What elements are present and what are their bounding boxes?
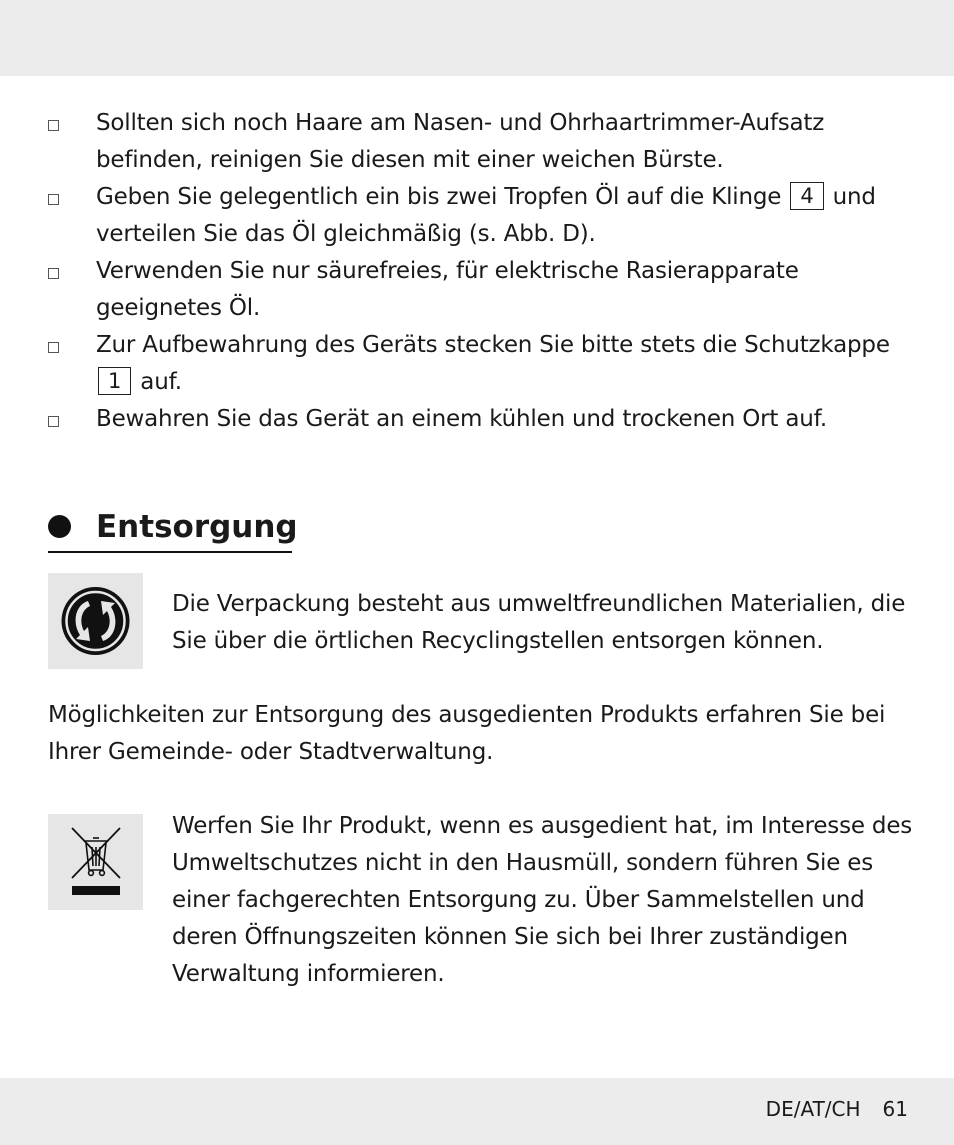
list-item-text: Sollten sich noch Haare am Nasen- und Ohrhaartrimmer-Aufsatz befinden, reinigen Sie diesen mit einer weichen Bürste. bbox=[96, 110, 825, 173]
checkbox-bullet-icon bbox=[48, 120, 59, 131]
part-reference-number: 4 bbox=[790, 182, 823, 210]
list-item-text: auf. bbox=[140, 369, 182, 395]
checkbox-bullet-icon bbox=[48, 342, 59, 353]
list-item-text: Verwenden Sie nur säurefreies, für elektrische Rasierapparate geeignetes Öl. bbox=[96, 258, 799, 321]
care-steps-list bbox=[0, 105, 954, 438]
weee-disposal-text: Werfen Sie Ihr Produkt, wenn es ausgedient hat, im Interesse des Umweltschutzes nicht in den Hausmüll, sondern führen Sie es einer fachgerechten Entsorgung zu. Über Sammelstellen und deren Öffnungszeiten können Sie sich bei Ihrer zuständigen Verwaltung informieren. bbox=[172, 813, 913, 987]
page-footer bbox=[766, 1097, 908, 1121]
disposal-options-text: Möglichkeiten zur Entsorgung des ausgedienten Produkts erfahren Sie bei Ihrer Gemeinde- oder Stadtverwaltung. bbox=[48, 702, 886, 765]
page-number: 61 bbox=[882, 1097, 908, 1121]
part-reference-number: 1 bbox=[98, 367, 131, 395]
list-item-text: und verteilen Sie das Öl gleichmäßig (s. Abb. D). bbox=[96, 184, 876, 247]
heading-underline bbox=[48, 551, 292, 553]
footer-region: DE/AT/CH bbox=[765, 1097, 861, 1121]
checkbox-bullet-icon bbox=[48, 194, 59, 205]
list-item-text: Bewahren Sie das Gerät an einem kühlen und trockenen Ort auf. bbox=[96, 406, 827, 432]
list-item-text: Geben Sie gelegentlich ein bis zwei Tropfen Öl auf die Klinge bbox=[96, 184, 782, 210]
crossed-out-wheelie-bin-icon bbox=[48, 814, 143, 910]
list-item-text: Zur Aufbewahrung des Geräts stecken Sie bitte stets die Schutzkappe bbox=[96, 332, 890, 358]
list-item bbox=[0, 327, 908, 401]
list-item bbox=[0, 105, 908, 179]
list-item bbox=[0, 401, 908, 438]
checkbox-bullet-icon bbox=[48, 268, 59, 279]
section-title: Entsorgung bbox=[96, 509, 298, 545]
green-dot-recycling-icon bbox=[48, 573, 143, 669]
list-item bbox=[0, 253, 908, 327]
packaging-disposal-text: Die Verpackung besteht aus umweltfreundlichen Materialien, die Sie über die örtlichen Recyclingstellen entsorgen können. bbox=[172, 591, 906, 654]
list-item bbox=[0, 179, 908, 253]
bullet-dot-icon bbox=[48, 515, 71, 538]
checkbox-bullet-icon bbox=[48, 416, 59, 427]
header-band bbox=[0, 0, 954, 76]
